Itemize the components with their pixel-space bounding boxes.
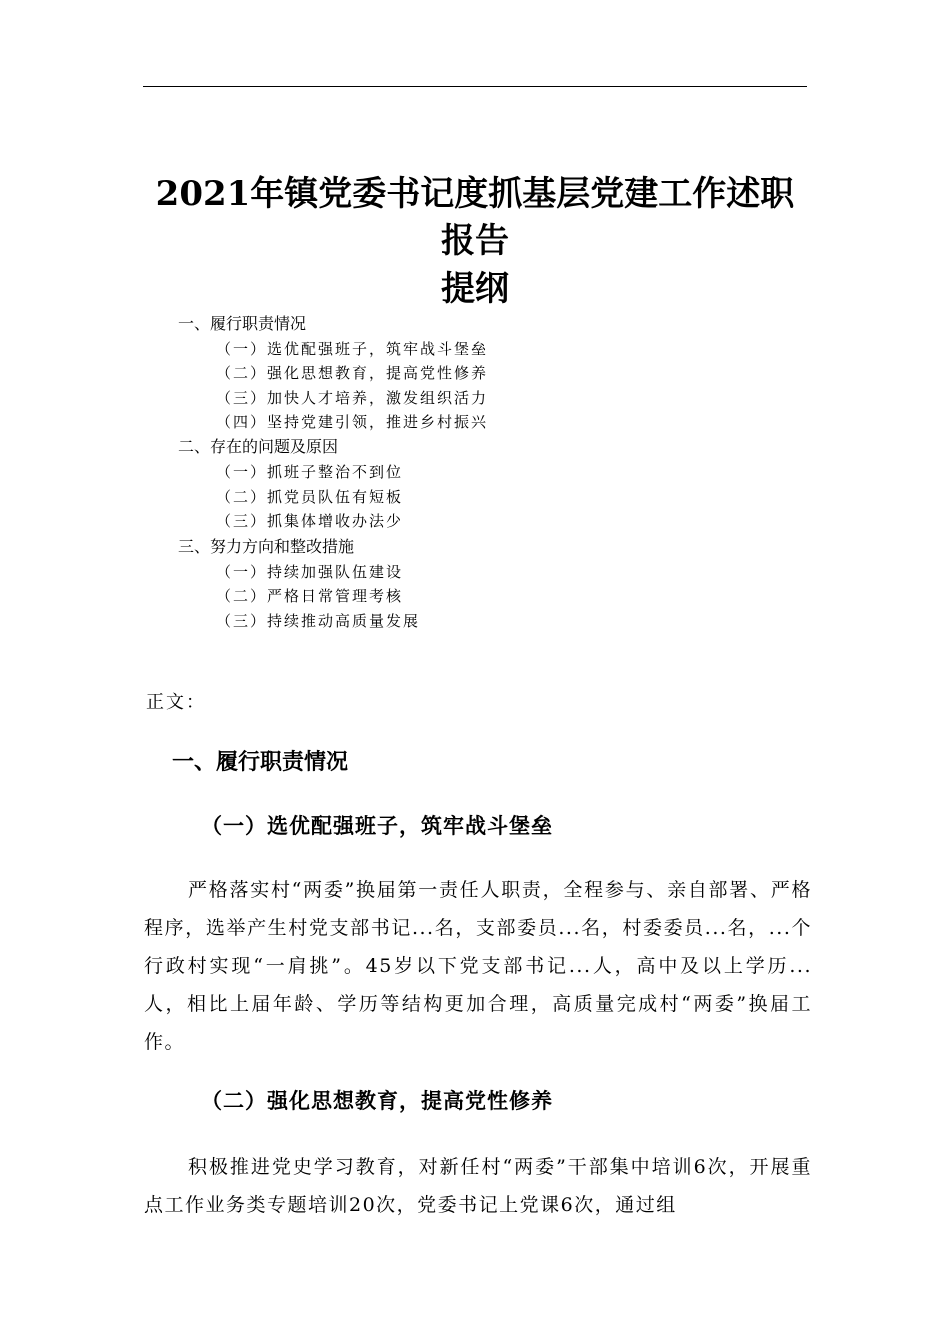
outline-item: （三）加快人才培养，激发组织活力 [216,389,489,407]
outline-item: （一）抓班子整治不到位 [216,463,404,481]
outline-item: （三）持续推动高质量发展 [216,612,421,630]
outline-section-3: 三、努力方向和整改措施 [178,537,355,556]
section-heading: 一、履行职责情况 [172,750,349,775]
subsection-heading: （一）选优配强班子，筑牢战斗堡垒 [201,814,553,838]
outline-title: 提纲 [441,269,509,309]
outline-item: （一）选优配强班子，筑牢战斗堡垒 [216,340,489,358]
document-title-continued: 报告 [441,221,509,261]
outline-section-2: 二、存在的问题及原因 [178,437,339,456]
outline-item: （二）抓党员队伍有短板 [216,488,404,506]
outline-section-1: 一、履行职责情况 [178,314,307,333]
outline-item: （四）坚持党建引领，推进乡村振兴 [216,413,489,431]
document-title: 2021年镇党委书记度抓基层党建工作述职 [155,174,795,214]
outline-item: （二）强化思想教育，提高党性修养 [216,364,489,382]
outline-item: （三）抓集体增收办法少 [216,512,404,530]
body-label: 正文： [146,692,206,713]
subsection-heading: （二）强化思想教育，提高党性修养 [201,1089,553,1113]
outline-item: （二）严格日常管理考核 [216,587,404,605]
body-paragraph: 严格落实村“两委”换届第一责任人职责，全程参与、亲自部署、严格程序，选举产生村党支部书记...名，支部委员...名，村委委员...名，...个行政村实现“一肩挑”。45岁以下党支部书记...人，高中及以上学历...人，相比上届年龄、学历等结构更加合理，高质量完成村“两委”换届工作。 [144,879,812,1053]
body-paragraph: 积极推进党史学习教育，对新任村“两委”干部集中培训6次，开展重点工作业务类专题培训20次，党委书记上党课6次，通过组 [144,1156,812,1216]
outline-item: （一）持续加强队伍建设 [216,563,404,581]
header-rule [143,86,807,87]
